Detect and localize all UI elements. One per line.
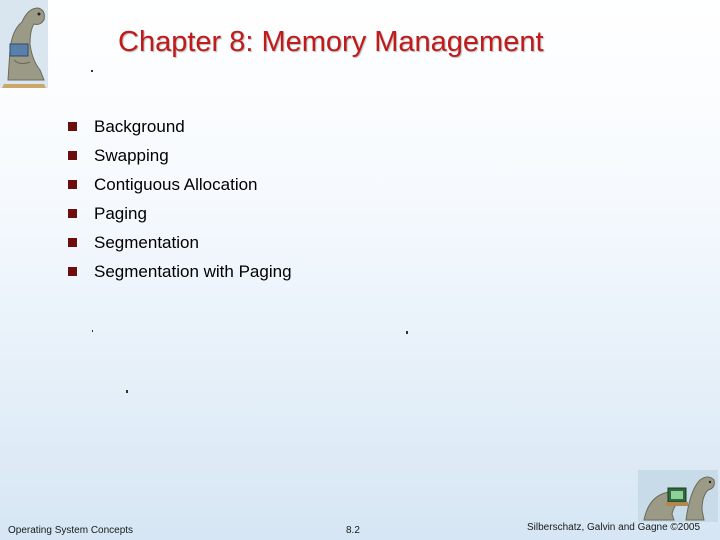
footer-copyright: Silberschatz, Galvin and Gagne ©2005	[527, 522, 701, 533]
stray-dot	[91, 70, 93, 72]
bullet-item	[68, 199, 292, 228]
bullet-item	[68, 141, 292, 170]
bullet-item	[68, 112, 292, 141]
square-bullet-icon	[68, 267, 77, 276]
bullet-list	[68, 112, 292, 286]
bullet-text: Paging	[94, 203, 147, 223]
square-bullet-icon	[68, 151, 77, 160]
bullet-text: Swapping	[94, 145, 169, 165]
slide-title: Chapter 8: Memory Management	[118, 26, 544, 58]
bullet-text: Background	[94, 116, 185, 136]
dinosaur-logo-icon	[0, 0, 48, 88]
bullet-item	[68, 228, 292, 257]
dinosaur-computer-logo-icon	[638, 470, 718, 522]
square-bullet-icon	[68, 180, 77, 189]
footer-course: Operating System Concepts	[8, 525, 134, 536]
stray-dot	[406, 331, 408, 334]
bullet-item	[68, 170, 292, 199]
footer-page-number: 8.2	[346, 525, 360, 536]
stray-dot	[92, 330, 93, 332]
bullet-text: Contiguous Allocation	[94, 174, 258, 194]
square-bullet-icon	[68, 122, 77, 131]
stray-dot	[126, 390, 128, 393]
bullet-text: Segmentation	[94, 232, 199, 252]
square-bullet-icon	[68, 238, 77, 247]
bullet-text: Segmentation with Paging	[94, 261, 292, 281]
bullet-item	[68, 257, 292, 286]
square-bullet-icon	[68, 209, 77, 218]
